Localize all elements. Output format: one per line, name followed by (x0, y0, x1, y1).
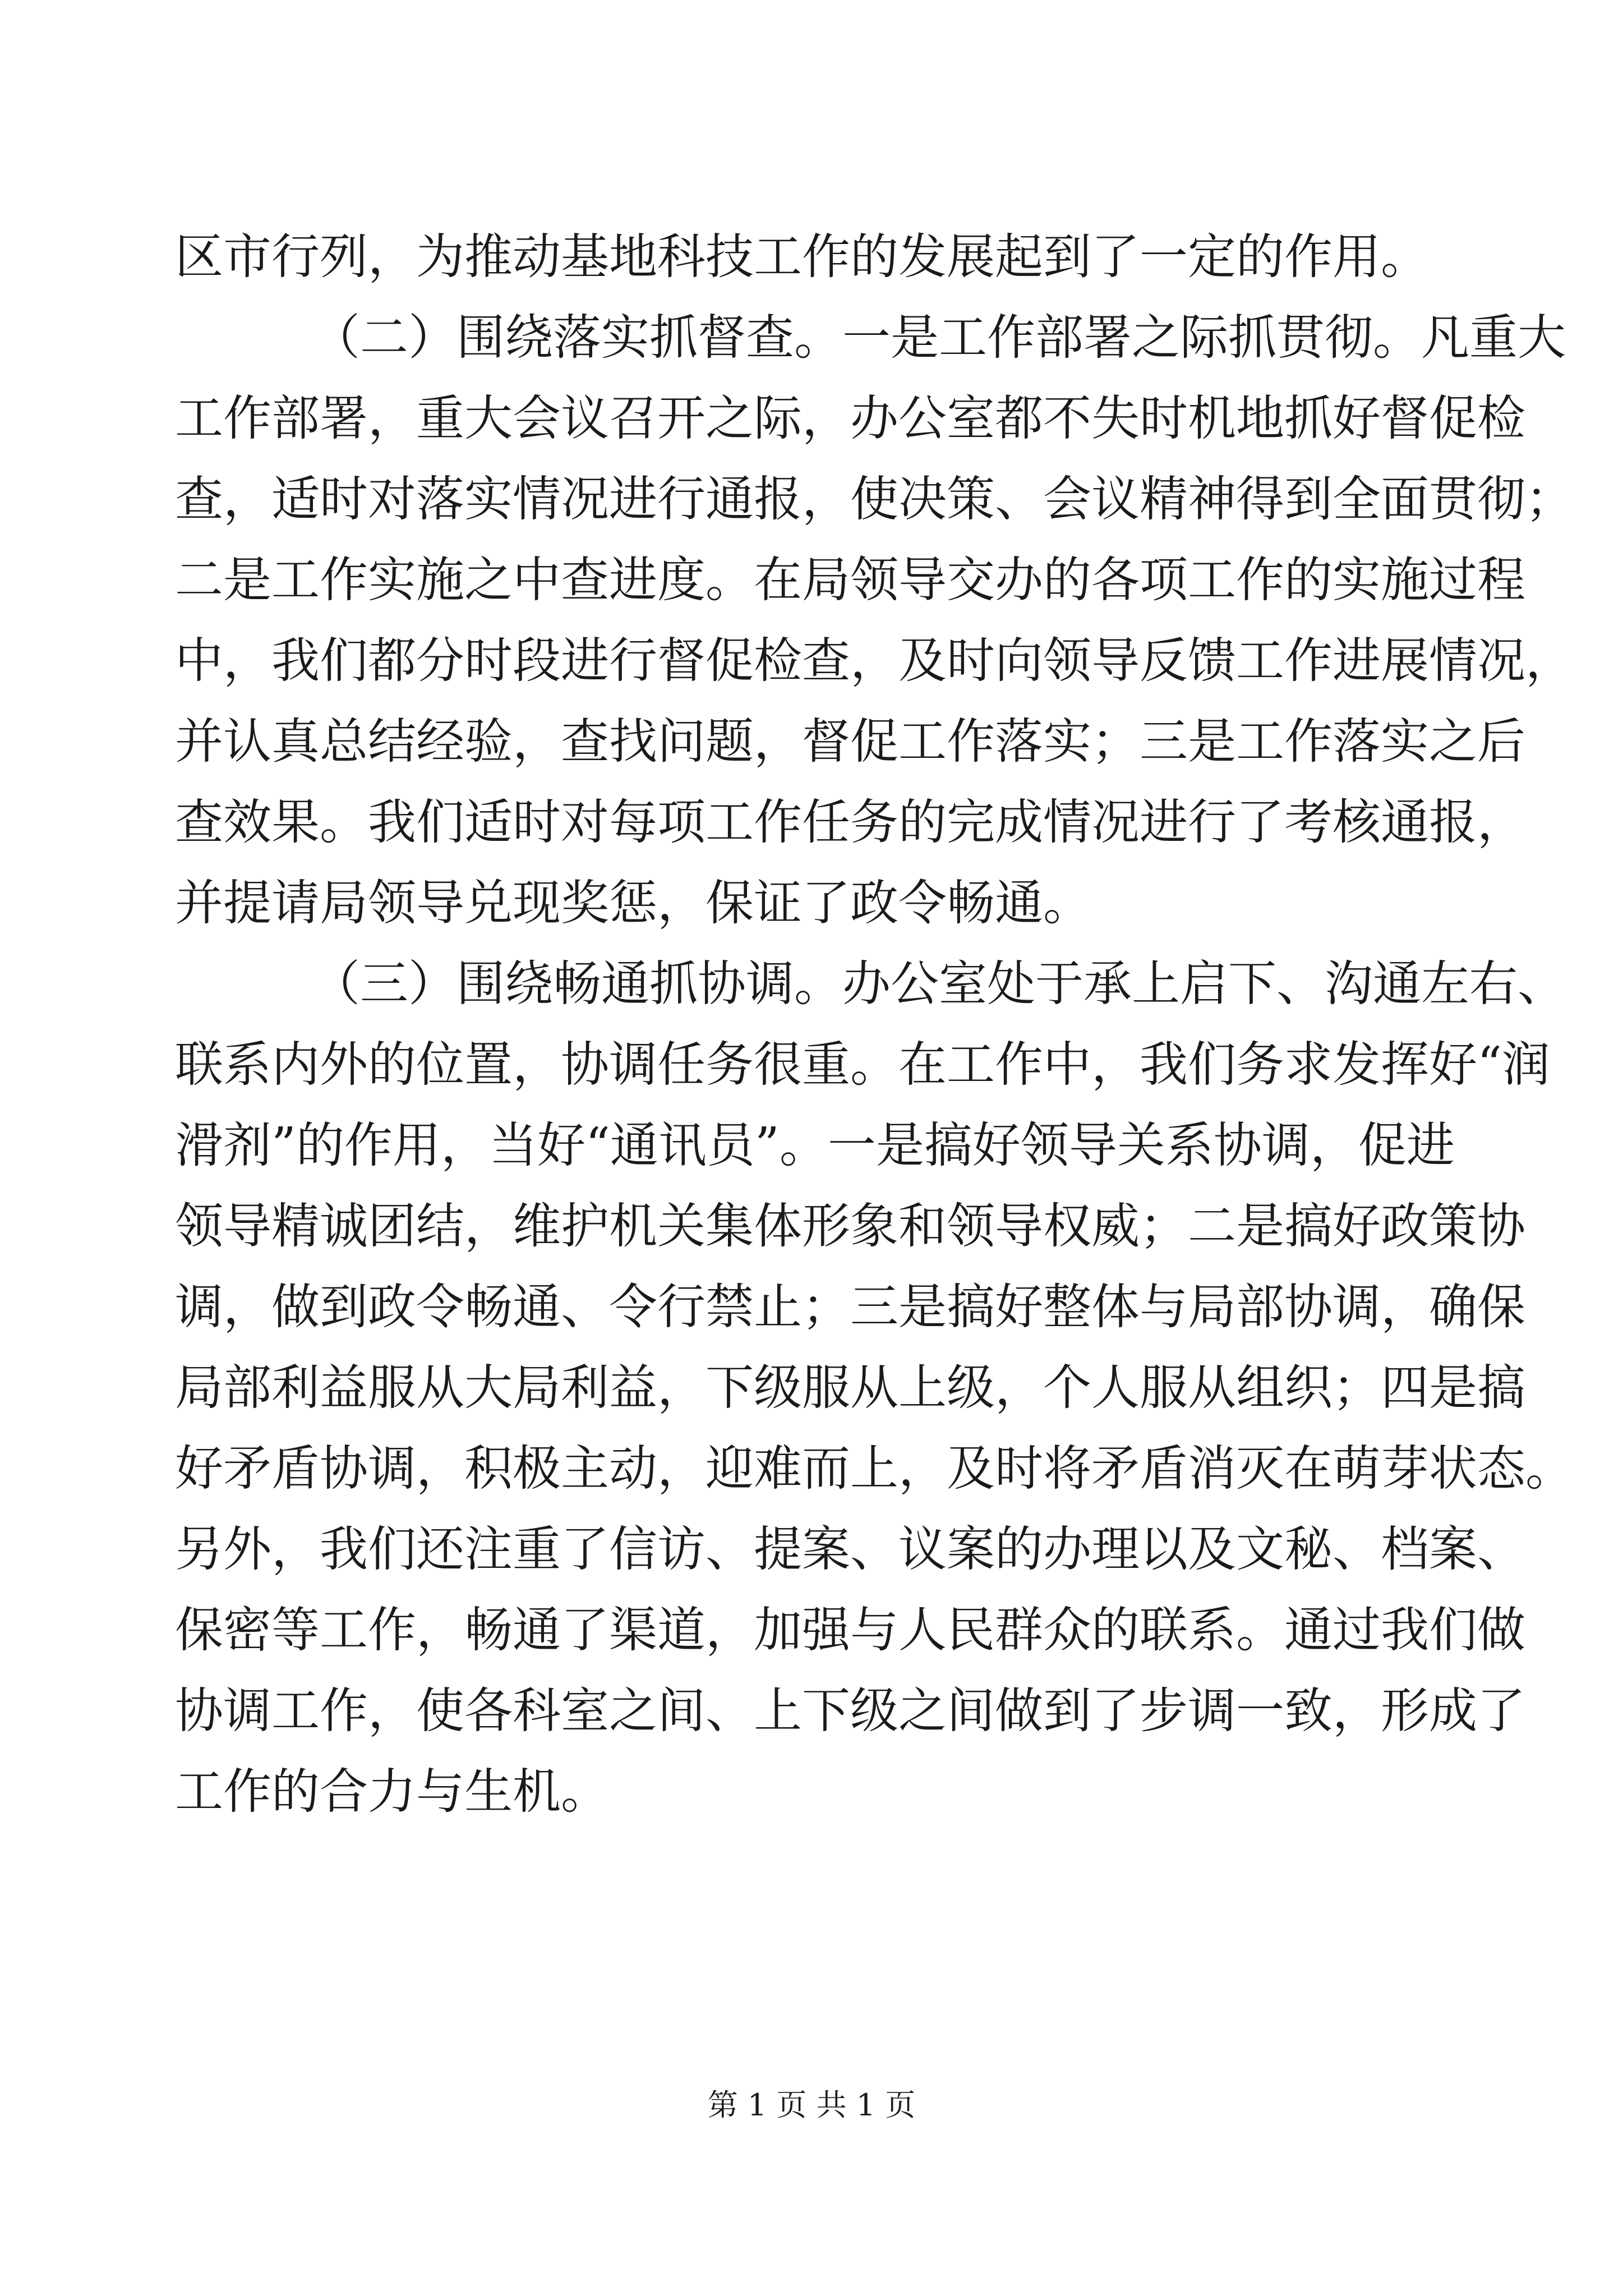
text-line: 好矛盾协调，积极主动，迎难而上，及时将矛盾消灭在萌芽状态。 (175, 1441, 1574, 1497)
document-body (175, 217, 1574, 1832)
paragraph-two-start: （二）围绕落实抓督查。一是工作部署之际抓贯彻。凡重大 (312, 310, 1566, 366)
text-line: 协调工作，使各科室之间、上下级之间做到了步调一致，形成了 (175, 1683, 1525, 1739)
text-line: 二是工作实施之中查进度。在局领导交办的各项工作的实施过程 (175, 552, 1525, 608)
text-line: 工作的合力与生机。 (175, 1764, 609, 1820)
text-line: 另外，我们还注重了信访、提案、议案的办理以及文秘、档案、 (175, 1521, 1525, 1577)
text-line: 局部利益服从大局利益，下级服从上级，个人服从组织；四是搞 (175, 1360, 1525, 1416)
text-line: 并提请局领导兑现奖惩，保证了政令畅通。 (175, 875, 1091, 931)
text-line: 调，做到政令畅通、令行禁止；三是搞好整体与局部协调，确保 (175, 1279, 1525, 1335)
text-line: 工作部署，重大会议召开之际，办公室都不失时机地抓好督促检 (175, 390, 1525, 447)
text-line: 区市行列，为推动基地科技工作的发展起到了一定的作用。 (175, 229, 1429, 285)
text-line: 联系内外的位置，协调任务很重。在工作中，我们务求发挥好“润 (175, 1037, 1550, 1093)
text-line: 查效果。我们适时对每项工作任务的完成情况进行了考核通报， (175, 794, 1525, 850)
text-line: 保密等工作，畅通了渠道，加强与人民群众的联系。通过我们做 (175, 1602, 1525, 1658)
text-line: 领导精诚团结，维护机关集体形象和领导权威；二是搞好政策协 (175, 1198, 1525, 1254)
paragraph-three-start: （三）围绕畅通抓协调。办公室处于承上启下、沟通左右、 (312, 956, 1566, 1012)
text-line: 查，适时对落实情况进行通报，使决策、会议精神得到全面贯彻； (175, 471, 1574, 527)
text-line: 并认真总结经验，查找问题，督促工作落实；三是工作落实之后 (175, 714, 1525, 770)
page-number-footer: 第 1 页 共 1 页 (707, 2087, 916, 2123)
text-line: 滑剂”的作用，当好“通讯员”。一是搞好领导关系协调，促进 (175, 1117, 1455, 1174)
text-line: 中，我们都分时段进行督促检查，及时向领导反馈工作进展情况， (175, 633, 1574, 689)
